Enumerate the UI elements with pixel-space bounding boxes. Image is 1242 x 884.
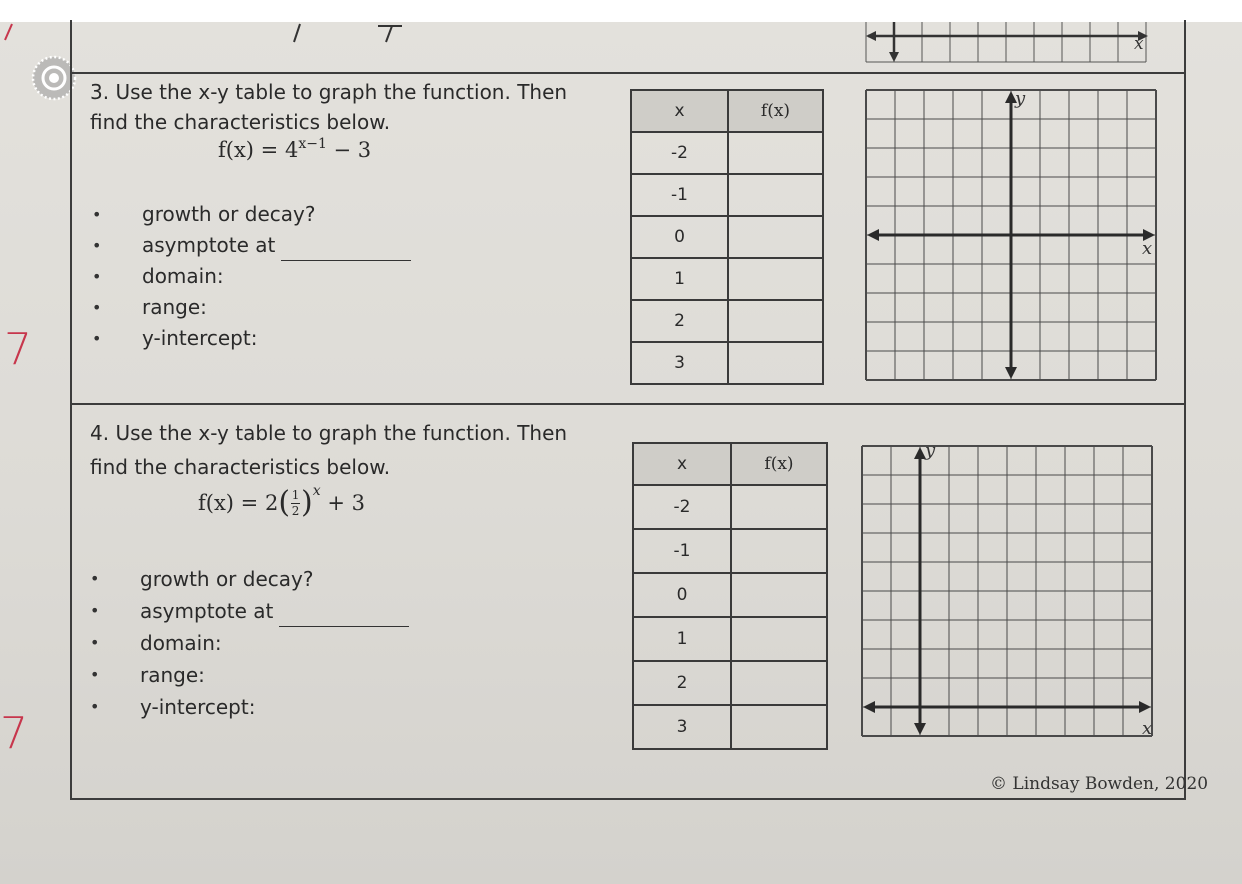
question-3-x-cell: -2 [631, 132, 728, 174]
question-4-fraction [291, 489, 300, 518]
question-3-table-header-x: x [631, 90, 728, 132]
question-4-graph-x-label: x [1142, 718, 1153, 739]
question-4-prompt [90, 416, 567, 484]
question-4-prompt-line2: find the characteristics below. [90, 455, 391, 479]
question-4-range: • range: [140, 659, 409, 691]
question-3-function-rhs: − 3 [326, 138, 372, 162]
question-4-graph-y-label: y [925, 440, 936, 461]
question-3-fx-cell[interactable] [728, 342, 823, 384]
question-4-fx-cell[interactable] [731, 617, 827, 661]
divider-top [70, 72, 1186, 74]
question-3-function [218, 138, 371, 162]
question-3-number: 3. [90, 80, 110, 104]
grid-lines [862, 446, 1152, 736]
question-3-x-cell: 1 [631, 258, 728, 300]
question-4-open-paren: ( [278, 485, 291, 520]
question-4-x-cell: -2 [633, 485, 731, 529]
question-3-asymptote: • asymptote at [142, 230, 411, 261]
question-3-function-exponent: x−1 [298, 136, 327, 152]
question-4-x-cell: 0 [633, 573, 731, 617]
question-3-prompt [90, 77, 567, 137]
question-4-y-intercept: • y-intercept: [140, 691, 409, 723]
question-4-function-exponent: x [312, 483, 321, 499]
question-4-fx-cell[interactable] [731, 661, 827, 705]
question-4-asymptote-blank[interactable] [279, 606, 409, 627]
question-4-prompt-line1: Use the x-y table to graph the function. Then [115, 421, 568, 445]
question-4-domain: • domain: [140, 627, 409, 659]
question-4-fx-cell[interactable] [731, 573, 827, 617]
question-4-function-lhs: f(x) = 2 [198, 491, 279, 515]
question-4-x-cell: -1 [633, 529, 731, 573]
previous-graph-x-label: x [1134, 34, 1144, 54]
question-4-asymptote: • asymptote at [140, 595, 409, 627]
question-4-x-cell: 3 [633, 705, 731, 749]
question-3-fx-cell[interactable] [728, 132, 823, 174]
question-3-x-cell: 0 [631, 216, 728, 258]
y-axis-down-arrow-icon [914, 723, 926, 735]
question-4-growth-or-decay: • growth or decay? [140, 563, 409, 595]
question-4-fx-cell[interactable] [731, 705, 827, 749]
question-4-x-cell: 1 [633, 617, 731, 661]
question-4-fx-cell[interactable] [731, 529, 827, 573]
question-4-coordinate-grid[interactable] [860, 444, 1160, 744]
question-3-graph-y-label: y [1015, 88, 1026, 109]
question-3-xy-table [630, 89, 824, 385]
question-3-function-lhs: f(x) = 4 [218, 138, 299, 162]
divider-middle [70, 403, 1186, 405]
question-3-growth-or-decay: • growth or decay? [142, 199, 411, 230]
question-4-xy-table [632, 442, 828, 750]
question-4-frac-num: 1 [291, 487, 300, 502]
question-3-x-cell: -1 [631, 174, 728, 216]
question-3-fx-cell[interactable] [728, 258, 823, 300]
question-4-x-cell: 2 [633, 661, 731, 705]
question-4-function-rhs: + 3 [320, 491, 365, 515]
x-axis-left-arrow-icon [863, 701, 875, 713]
question-3-x-cell: 3 [631, 342, 728, 384]
question-3-x-cell: 2 [631, 300, 728, 342]
x-axis-left-arrow-icon [867, 229, 879, 241]
question-3-coordinate-grid[interactable] [864, 88, 1160, 386]
top-bar [0, 0, 1242, 22]
question-4-frac-den: 2 [291, 503, 300, 518]
question-3-fx-cell[interactable] [728, 174, 823, 216]
y-axis-down-arrow-icon [1005, 367, 1017, 379]
question-3-prompt-line1: Use the x-y table to graph the function. Then [115, 80, 568, 104]
question-3-table-header-fx: f(x) [728, 90, 823, 132]
previous-graph-remnant [864, 22, 1156, 66]
question-3-prompt-line2: find the characteristics below. [90, 110, 391, 134]
question-4-close-paren: ) [301, 485, 313, 520]
copyright-notice: © Lindsay Bowden, 2020 [990, 774, 1209, 794]
question-4-characteristics [140, 563, 409, 723]
question-4-fx-cell[interactable] [731, 485, 827, 529]
question-3-graph-x-label: x [1142, 238, 1153, 259]
question-4-function [198, 483, 365, 520]
question-3-fx-cell[interactable] [728, 300, 823, 342]
question-4-table-header-fx: f(x) [731, 443, 827, 485]
question-4-table-header-x: x [633, 443, 731, 485]
red-margin-mark: 7 [4, 324, 32, 375]
question-3-characteristics [142, 199, 411, 354]
red-margin-mark: 7 [0, 708, 28, 759]
question-3-range: • range: [142, 292, 411, 323]
question-3-domain: • domain: [142, 261, 411, 292]
x-axis-right-arrow-icon [1139, 701, 1151, 713]
question-3-asymptote-blank[interactable] [281, 240, 411, 261]
question-3-y-intercept: • y-intercept: [142, 323, 411, 354]
question-3-fx-cell[interactable] [728, 216, 823, 258]
question-4-number: 4. [90, 421, 110, 445]
